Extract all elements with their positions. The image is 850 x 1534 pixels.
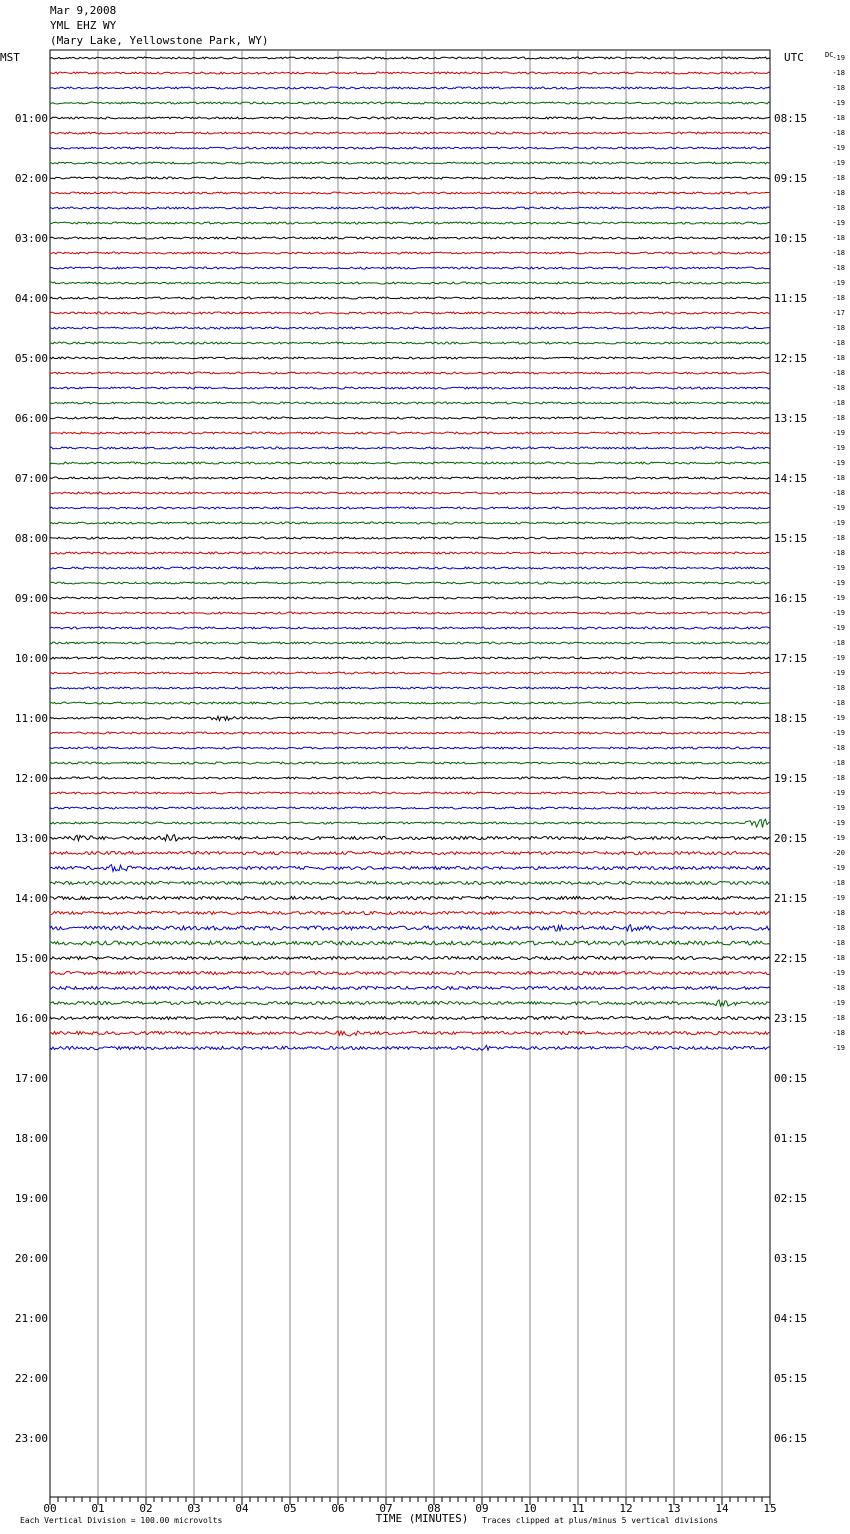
utc-hour-label: 02:15 <box>774 1192 808 1205</box>
x-tick-label: 10 <box>523 1502 537 1515</box>
dc-offset-label: -19 <box>832 504 845 512</box>
dc-offset-label: -19 <box>832 459 845 467</box>
utc-hour-label: 21:15 <box>774 892 808 905</box>
utc-hour-label: 15:15 <box>774 532 808 545</box>
dc-offset-label: -19 <box>832 144 845 152</box>
dc-offset-label: -18 <box>832 129 845 137</box>
dc-offset-label: -18 <box>832 489 845 497</box>
dc-offset-label: -18 <box>832 774 845 782</box>
dc-offset-label: -18 <box>832 189 845 197</box>
x-tick-label: 00 <box>43 1502 57 1515</box>
x-tick-label: 06 <box>331 1502 345 1515</box>
utc-hour-label: 09:15 <box>774 172 808 185</box>
mst-hour-label: 02:00 <box>14 172 48 185</box>
mst-hour-label: 15:00 <box>14 952 48 965</box>
mst-hour-label: 07:00 <box>14 472 48 485</box>
mst-hour-label: 17:00 <box>14 1072 48 1085</box>
x-axis-title: TIME (MINUTES) <box>375 1512 469 1525</box>
x-tick-label: 11 <box>571 1502 585 1515</box>
utc-hour-label: 05:15 <box>774 1372 808 1385</box>
dc-offset-label: -19 <box>832 864 845 872</box>
dc-offset-label: -19 <box>832 429 845 437</box>
dc-offset-label: -18 <box>832 954 845 962</box>
dc-offset-label: -19 <box>832 999 845 1007</box>
x-tick-label: 01 <box>91 1502 105 1515</box>
dc-offset-label: -19 <box>832 1044 845 1052</box>
dc-offset-label: -19 <box>832 579 845 587</box>
dc-offset-label: -19 <box>832 99 845 107</box>
dc-offset-label: -19 <box>832 609 845 617</box>
utc-hour-label: 23:15 <box>774 1012 808 1025</box>
x-tick-label: 04 <box>235 1502 249 1515</box>
dc-offset-label: -18 <box>832 474 845 482</box>
dc-offset-label: -19 <box>832 444 845 452</box>
utc-hour-label: 10:15 <box>774 232 808 245</box>
location-label: (Mary Lake, Yellowstone Park, WY) <box>50 34 269 47</box>
dc-offset-label: -18 <box>832 1014 845 1022</box>
date-label: Mar 9,2008 <box>50 4 117 17</box>
dc-offset-label: -18 <box>832 249 845 257</box>
mst-hour-label: 16:00 <box>14 1012 48 1025</box>
dc-offset-label: -19 <box>832 54 845 62</box>
dc-offset-label: -19 <box>832 624 845 632</box>
mst-hour-label: 18:00 <box>14 1132 48 1145</box>
utc-hour-label: 18:15 <box>774 712 808 725</box>
mst-hour-label: 22:00 <box>14 1372 48 1385</box>
dc-offset-label: -18 <box>832 174 845 182</box>
dc-offset-label: -18 <box>832 69 845 77</box>
x-tick-label: 03 <box>187 1502 201 1515</box>
mst-hour-label: 13:00 <box>14 832 48 845</box>
dc-offset-label: -19 <box>832 804 845 812</box>
dc-title: DC <box>825 51 834 59</box>
x-tick-label: 12 <box>619 1502 633 1515</box>
utc-hour-label: 04:15 <box>774 1312 808 1325</box>
mst-hour-label: 09:00 <box>14 592 48 605</box>
dc-offset-label: -18 <box>832 699 845 707</box>
dc-offset-label: -19 <box>832 519 845 527</box>
dc-offset-label: -18 <box>832 924 845 932</box>
mst-hour-label: 20:00 <box>14 1252 48 1265</box>
dc-offset-label: -18 <box>832 354 845 362</box>
dc-offset-label: -18 <box>832 234 845 242</box>
dc-offset-label: -18 <box>832 684 845 692</box>
utc-hour-label: 12:15 <box>774 352 808 365</box>
utc-hour-label: 19:15 <box>774 772 808 785</box>
dc-offset-label: -19 <box>832 669 845 677</box>
dc-offset-label: -18 <box>832 339 845 347</box>
dc-offset-label: -18 <box>832 534 845 542</box>
x-tick-label: 07 <box>379 1502 393 1515</box>
dc-offset-label: -19 <box>832 219 845 227</box>
mst-hour-label: 21:00 <box>14 1312 48 1325</box>
utc-hour-label: 22:15 <box>774 952 808 965</box>
footer-clip-note: Traces clipped at plus/minus 5 vertical divisions <box>482 1516 719 1525</box>
dc-offset-label: -19 <box>832 729 845 737</box>
dc-offset-label: -18 <box>832 204 845 212</box>
utc-hour-label: 11:15 <box>774 292 808 305</box>
dc-offset-label: -18 <box>832 909 845 917</box>
station-label: YML EHZ WY <box>50 19 117 32</box>
dc-offset-label: -18 <box>832 369 845 377</box>
dc-offset-label: -17 <box>832 309 845 317</box>
mst-hour-label: 23:00 <box>14 1432 48 1445</box>
dc-offset-label: -20 <box>832 849 845 857</box>
dc-offset-label: -19 <box>832 894 845 902</box>
dc-offset-label: -18 <box>832 744 845 752</box>
mst-hour-label: 08:00 <box>14 532 48 545</box>
dc-offset-label: -19 <box>832 819 845 827</box>
dc-offset-label: -18 <box>832 384 845 392</box>
dc-offset-label: -18 <box>832 399 845 407</box>
utc-hour-label: 17:15 <box>774 652 808 665</box>
dc-offset-label: -18 <box>832 84 845 92</box>
dc-offset-label: -19 <box>832 564 845 572</box>
dc-offset-label: -18 <box>832 879 845 887</box>
utc-hour-label: 06:15 <box>774 1432 808 1445</box>
dc-offset-label: -18 <box>832 639 845 647</box>
x-tick-label: 05 <box>283 1502 297 1515</box>
dc-offset-label: -18 <box>832 549 845 557</box>
dc-offset-label: -18 <box>832 939 845 947</box>
mst-hour-label: 05:00 <box>14 352 48 365</box>
utc-hour-label: 00:15 <box>774 1072 808 1085</box>
dc-offset-label: -19 <box>832 714 845 722</box>
dc-offset-label: -19 <box>832 159 845 167</box>
x-tick-label: 15 <box>763 1502 777 1515</box>
dc-offset-label: -18 <box>832 114 845 122</box>
mst-hour-label: 11:00 <box>14 712 48 725</box>
mst-hour-label: 03:00 <box>14 232 48 245</box>
utc-hour-label: 16:15 <box>774 592 808 605</box>
utc-hour-label: 08:15 <box>774 112 808 125</box>
dc-offset-label: -18 <box>832 294 845 302</box>
mst-hour-label: 14:00 <box>14 892 48 905</box>
dc-offset-label: -18 <box>832 984 845 992</box>
utc-hour-label: 20:15 <box>774 832 808 845</box>
right-axis-title: UTC <box>784 51 804 64</box>
dc-offset-label: -19 <box>832 594 845 602</box>
left-axis-title: MST <box>0 51 20 64</box>
mst-hour-label: 19:00 <box>14 1192 48 1205</box>
dc-offset-label: -19 <box>832 789 845 797</box>
x-tick-label: 08 <box>427 1502 441 1515</box>
dc-offset-label: -19 <box>832 969 845 977</box>
x-tick-label: 13 <box>667 1502 681 1515</box>
x-tick-label: 14 <box>715 1502 729 1515</box>
dc-offset-label: -18 <box>832 414 845 422</box>
dc-offset-label: -18 <box>832 1029 845 1037</box>
mst-hour-label: 01:00 <box>14 112 48 125</box>
dc-offset-label: -18 <box>832 324 845 332</box>
dc-offset-label: -19 <box>832 279 845 287</box>
dc-offset-label: -19 <box>832 834 845 842</box>
mst-hour-label: 06:00 <box>14 412 48 425</box>
utc-hour-label: 14:15 <box>774 472 808 485</box>
mst-hour-label: 12:00 <box>14 772 48 785</box>
dc-offset-label: -18 <box>832 759 845 767</box>
x-tick-label: 02 <box>139 1502 153 1515</box>
mst-hour-label: 04:00 <box>14 292 48 305</box>
utc-hour-label: 01:15 <box>774 1132 808 1145</box>
utc-hour-label: 03:15 <box>774 1252 808 1265</box>
utc-hour-label: 13:15 <box>774 412 808 425</box>
dc-offset-label: -19 <box>832 654 845 662</box>
x-tick-label: 09 <box>475 1502 489 1515</box>
mst-hour-label: 10:00 <box>14 652 48 665</box>
footer-scale-note: Each Vertical Division = 100.00 microvolts <box>20 1516 223 1525</box>
dc-offset-label: -18 <box>832 264 845 272</box>
